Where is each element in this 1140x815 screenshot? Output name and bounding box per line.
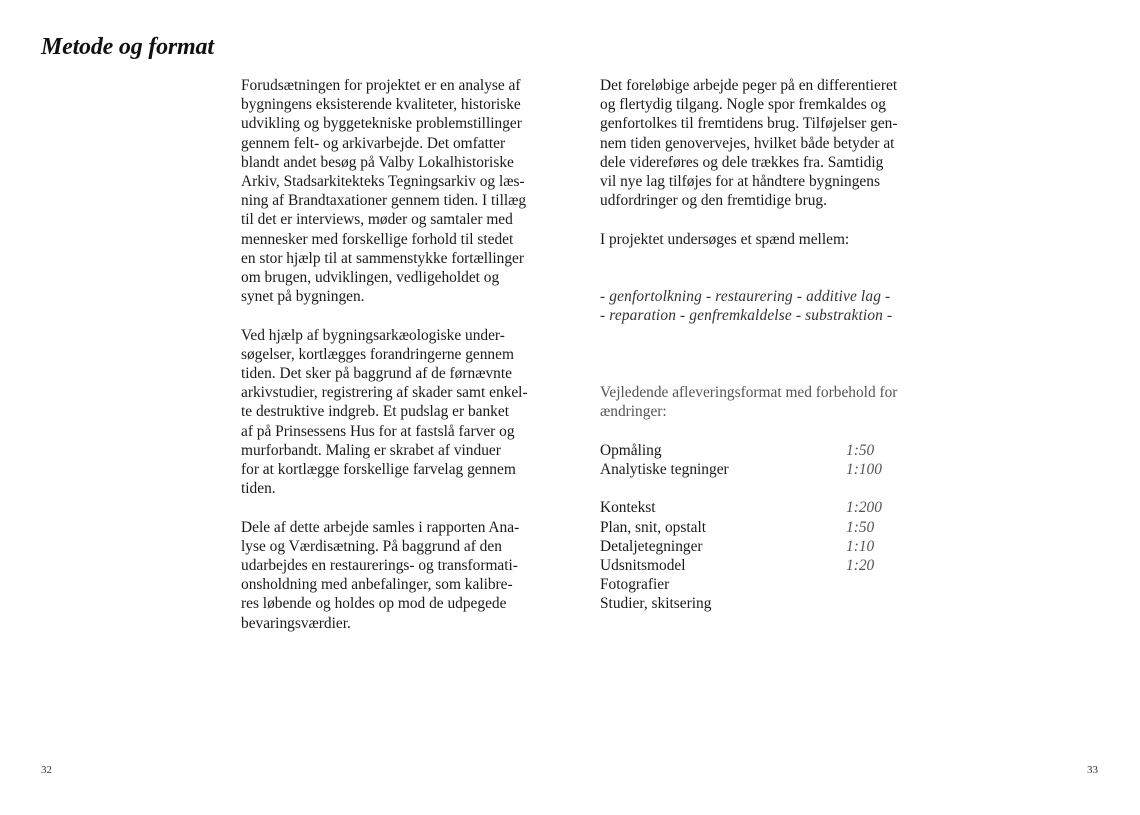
format-list-1 [600,441,920,479]
spand-list [600,287,920,325]
text-line: søgelser, kortlægges forandringerne gennem [241,345,514,363]
text-line: blandt andet besøg på Valby Lokalhistoriske [241,153,514,171]
format-scale: 1:200 [846,499,882,517]
paragraph-foreloebigt-arbejde [600,76,920,210]
page-number-right: 33 [1087,764,1098,776]
format-scale: 1:50 [846,441,875,459]
format-scale: 1:100 [846,460,882,478]
text-line: nem tiden genovervejes, hvilket både betyder at [600,134,895,152]
page-number-left: 32 [41,764,52,776]
text-line: tiden. [241,480,276,498]
format-label: Opmåling [600,441,662,459]
text-line: Det foreløbige arbejde peger på en differentieret [600,77,898,94]
text-line: om brugen, udviklingen, vedligeholdet og [241,269,500,287]
text-line: bygningens eksisterende kvaliteter, historiske [241,96,521,114]
text-line: udarbejdes en restaurerings- og transformati- [241,557,518,575]
format-label: Studier, skitsering [600,595,712,613]
text-line: te destruktive indgreb. Et pudslag er banket [241,403,509,421]
text-line: Ved hjælp af bygningsarkæologiske under- [241,326,505,344]
text-line: ning af Brandtaxationer gennem tiden. I tillæg [241,192,527,210]
format-row [600,441,920,460]
format-row [600,518,920,537]
format-label: Kontekst [600,499,656,517]
text-line: gennem felt- og arkivarbejde. Det omfatter [241,134,506,152]
format-label: Plan, snit, opstalt [600,518,707,536]
right-text-column [600,76,920,613]
format-row [600,498,920,517]
text-line: onsholdning med anbefalinger, som kalibre- [241,576,513,594]
text-line: af på Prinsessens Hus for at fastslå farver og [241,422,515,440]
format-scale: 1:10 [846,537,875,555]
page-title: Metode og format [41,34,214,60]
left-text-column [241,76,551,633]
format-row [600,556,920,575]
paragraph-rapport [241,518,551,633]
text-line: en stor hjælp til at sammenstykke fortællinger [241,249,524,267]
text-line: Arkiv, Stadsarkitekteks Tegningsarkiv og læs- [241,173,525,191]
format-label: Detaljetegninger [600,537,703,555]
spand-intro: I projektet undersøges et spænd mellem: [600,230,850,248]
text-line: Dele af dette arbejde samles i rapporten Ana- [241,518,520,536]
text-line: ændringer: [600,403,667,421]
text-line: - reparation - genfremkaldelse - substraktion - [600,307,893,325]
text-line: mennesker med forskellige forhold til stedet [241,230,514,248]
text-line: og flertydig tilgang. Nogle spor fremkaldes og [600,96,886,114]
text-line: lyse og Værdisætning. På baggrund af den [241,537,502,555]
text-line: udfordringer og den fremtidige brug. [600,192,827,210]
text-line: vil nye lag tilføjes for at håndtere bygningens [600,173,880,191]
format-intro [600,383,920,421]
format-row [600,594,920,613]
text-line: for at kortlægge forskellige farvelag gennem [241,461,516,479]
text-line: genfortolkes til fremtidens brug. Tilføjelser gen- [600,115,898,133]
format-row [600,460,920,479]
format-label: Fotografier [600,576,670,594]
text-line: arkivstudier, registrering af skader samt enkel- [241,384,528,402]
text-line: murforbandt. Maling er skrabet af vinduer [241,441,501,459]
format-list-2 [600,498,920,613]
text-line: Forudsætningen for projektet er en analyse af [241,77,521,94]
format-scale: 1:50 [846,518,875,536]
format-row [600,575,920,594]
text-line: til det er interviews, møder og samtaler med [241,211,513,229]
format-scale: 1:20 [846,556,875,574]
format-label: Udsnitsmodel [600,556,686,574]
paragraph-bygningsarkaeologi [241,326,551,499]
text-line: res løbende og holdes op mod de udpegede [241,595,507,613]
paragraph-forudsaetning [241,76,551,306]
text-line: synet på bygningen. [241,288,365,306]
text-line: bevaringsværdier. [241,614,351,632]
text-line: Vejledende afleveringsformat med forbehold for [600,384,898,402]
text-line: dele videreføres og dele trækkes fra. Samtidig [600,153,884,171]
format-row [600,537,920,556]
text-line: udvikling og byggetekniske problemstillinger [241,115,522,133]
format-label: Analytiske tegninger [600,460,729,478]
text-line: tiden. Det sker på baggrund af de førnævnte [241,365,512,383]
text-line: - genfortolkning - restaurering - additive lag - [600,288,891,306]
